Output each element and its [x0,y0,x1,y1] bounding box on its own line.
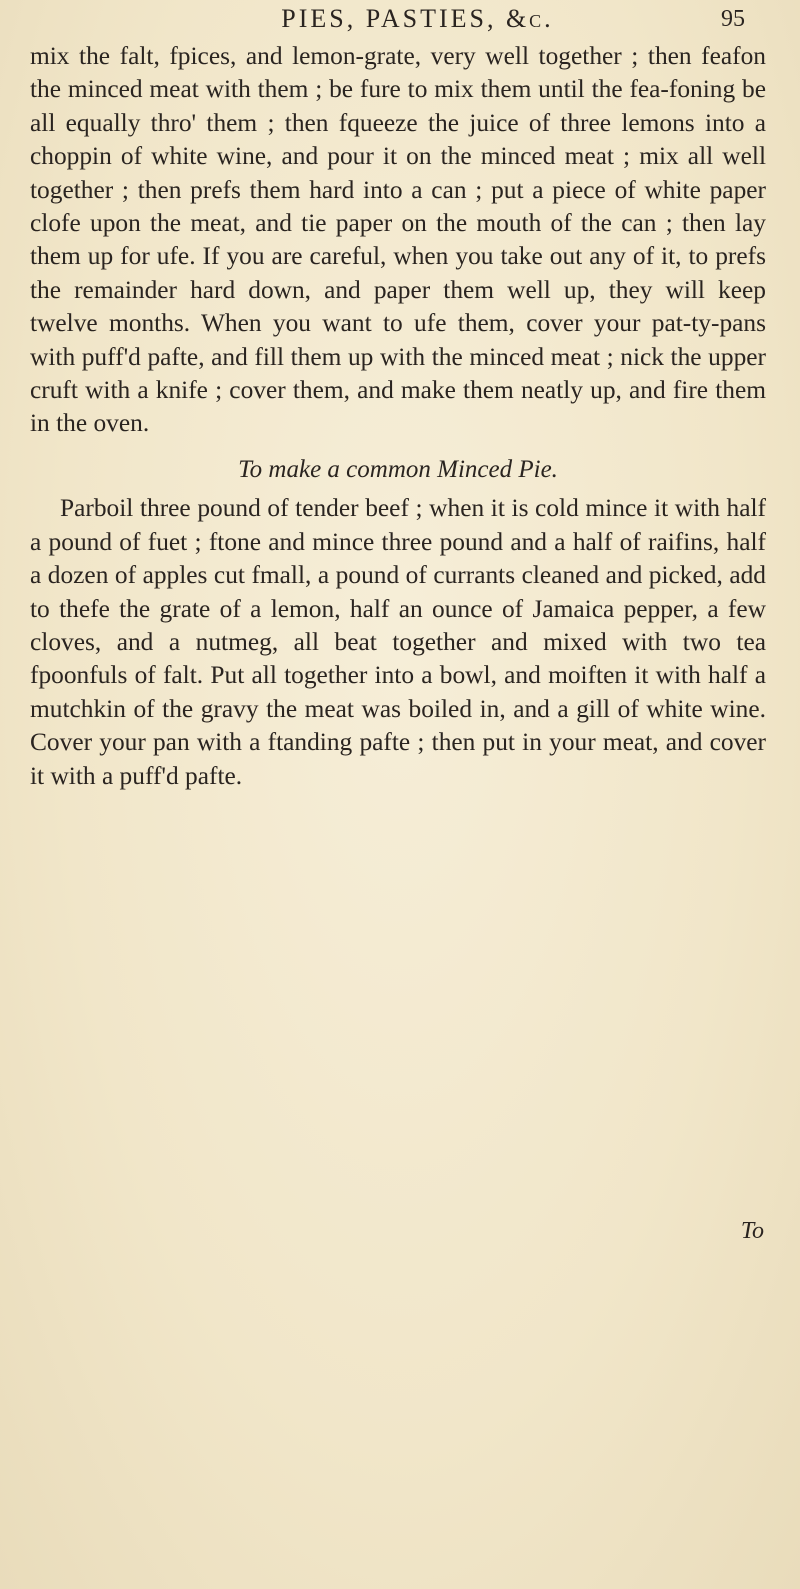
page-header [90,4,745,38]
page-number: 95 [721,6,745,32]
paragraph-minced-pie: Parboil three pound of tender beef ; when it is cold mince it with half a pound of fuet ; ftone and mince three pound and a half of raifins, half a dozen of apples cut fmall, a pound of currants cleaned and picked, add to thefe the grate of a lemon, half an ounce of Jamaica pepper, a few cloves, and a nutmeg, all beat together and mixed with two tea fpoonfuls of falt. Put all together into a bowl, and moiften it with half a mutchkin of the gravy the meat was boiled in, and a gill of white wine. Cover your pan with a ftanding pafte ; then put in your meat, and cover it with a puff'd pafte. [30,494,766,790]
paragraph-continued: mix the falt, fpices, and lemon-grate, very well together ; then feafon the minced meat with them ; be fure to mix them until the fea-foning be all equally thro' them ; then fqueeze the juice of three lemons into a choppin of white wine, and pour it on the minced meat ; mix all well together ; then prefs them hard into a can ; put a piece of white paper clofe upon the meat, and tie paper on the mouth of the can ; then lay them up for ufe. If you are careful, when you take out any of it, to prefs the remainder hard down, and paper them well up, they will keep twelve months. When you want to ufe them, cover your pat-ty-pans with puff'd pafte, and fill them up with the minced meat ; nick the upper cruft with a knife ; cover them, and make them neatly up, and fire them in the oven. [30,42,766,438]
body-text [30,40,766,793]
section-heading: To make a common Minced Pie. [238,455,558,483]
running-head: PIES, PASTIES, &c. [281,4,554,33]
catchword: To [740,1218,764,1244]
